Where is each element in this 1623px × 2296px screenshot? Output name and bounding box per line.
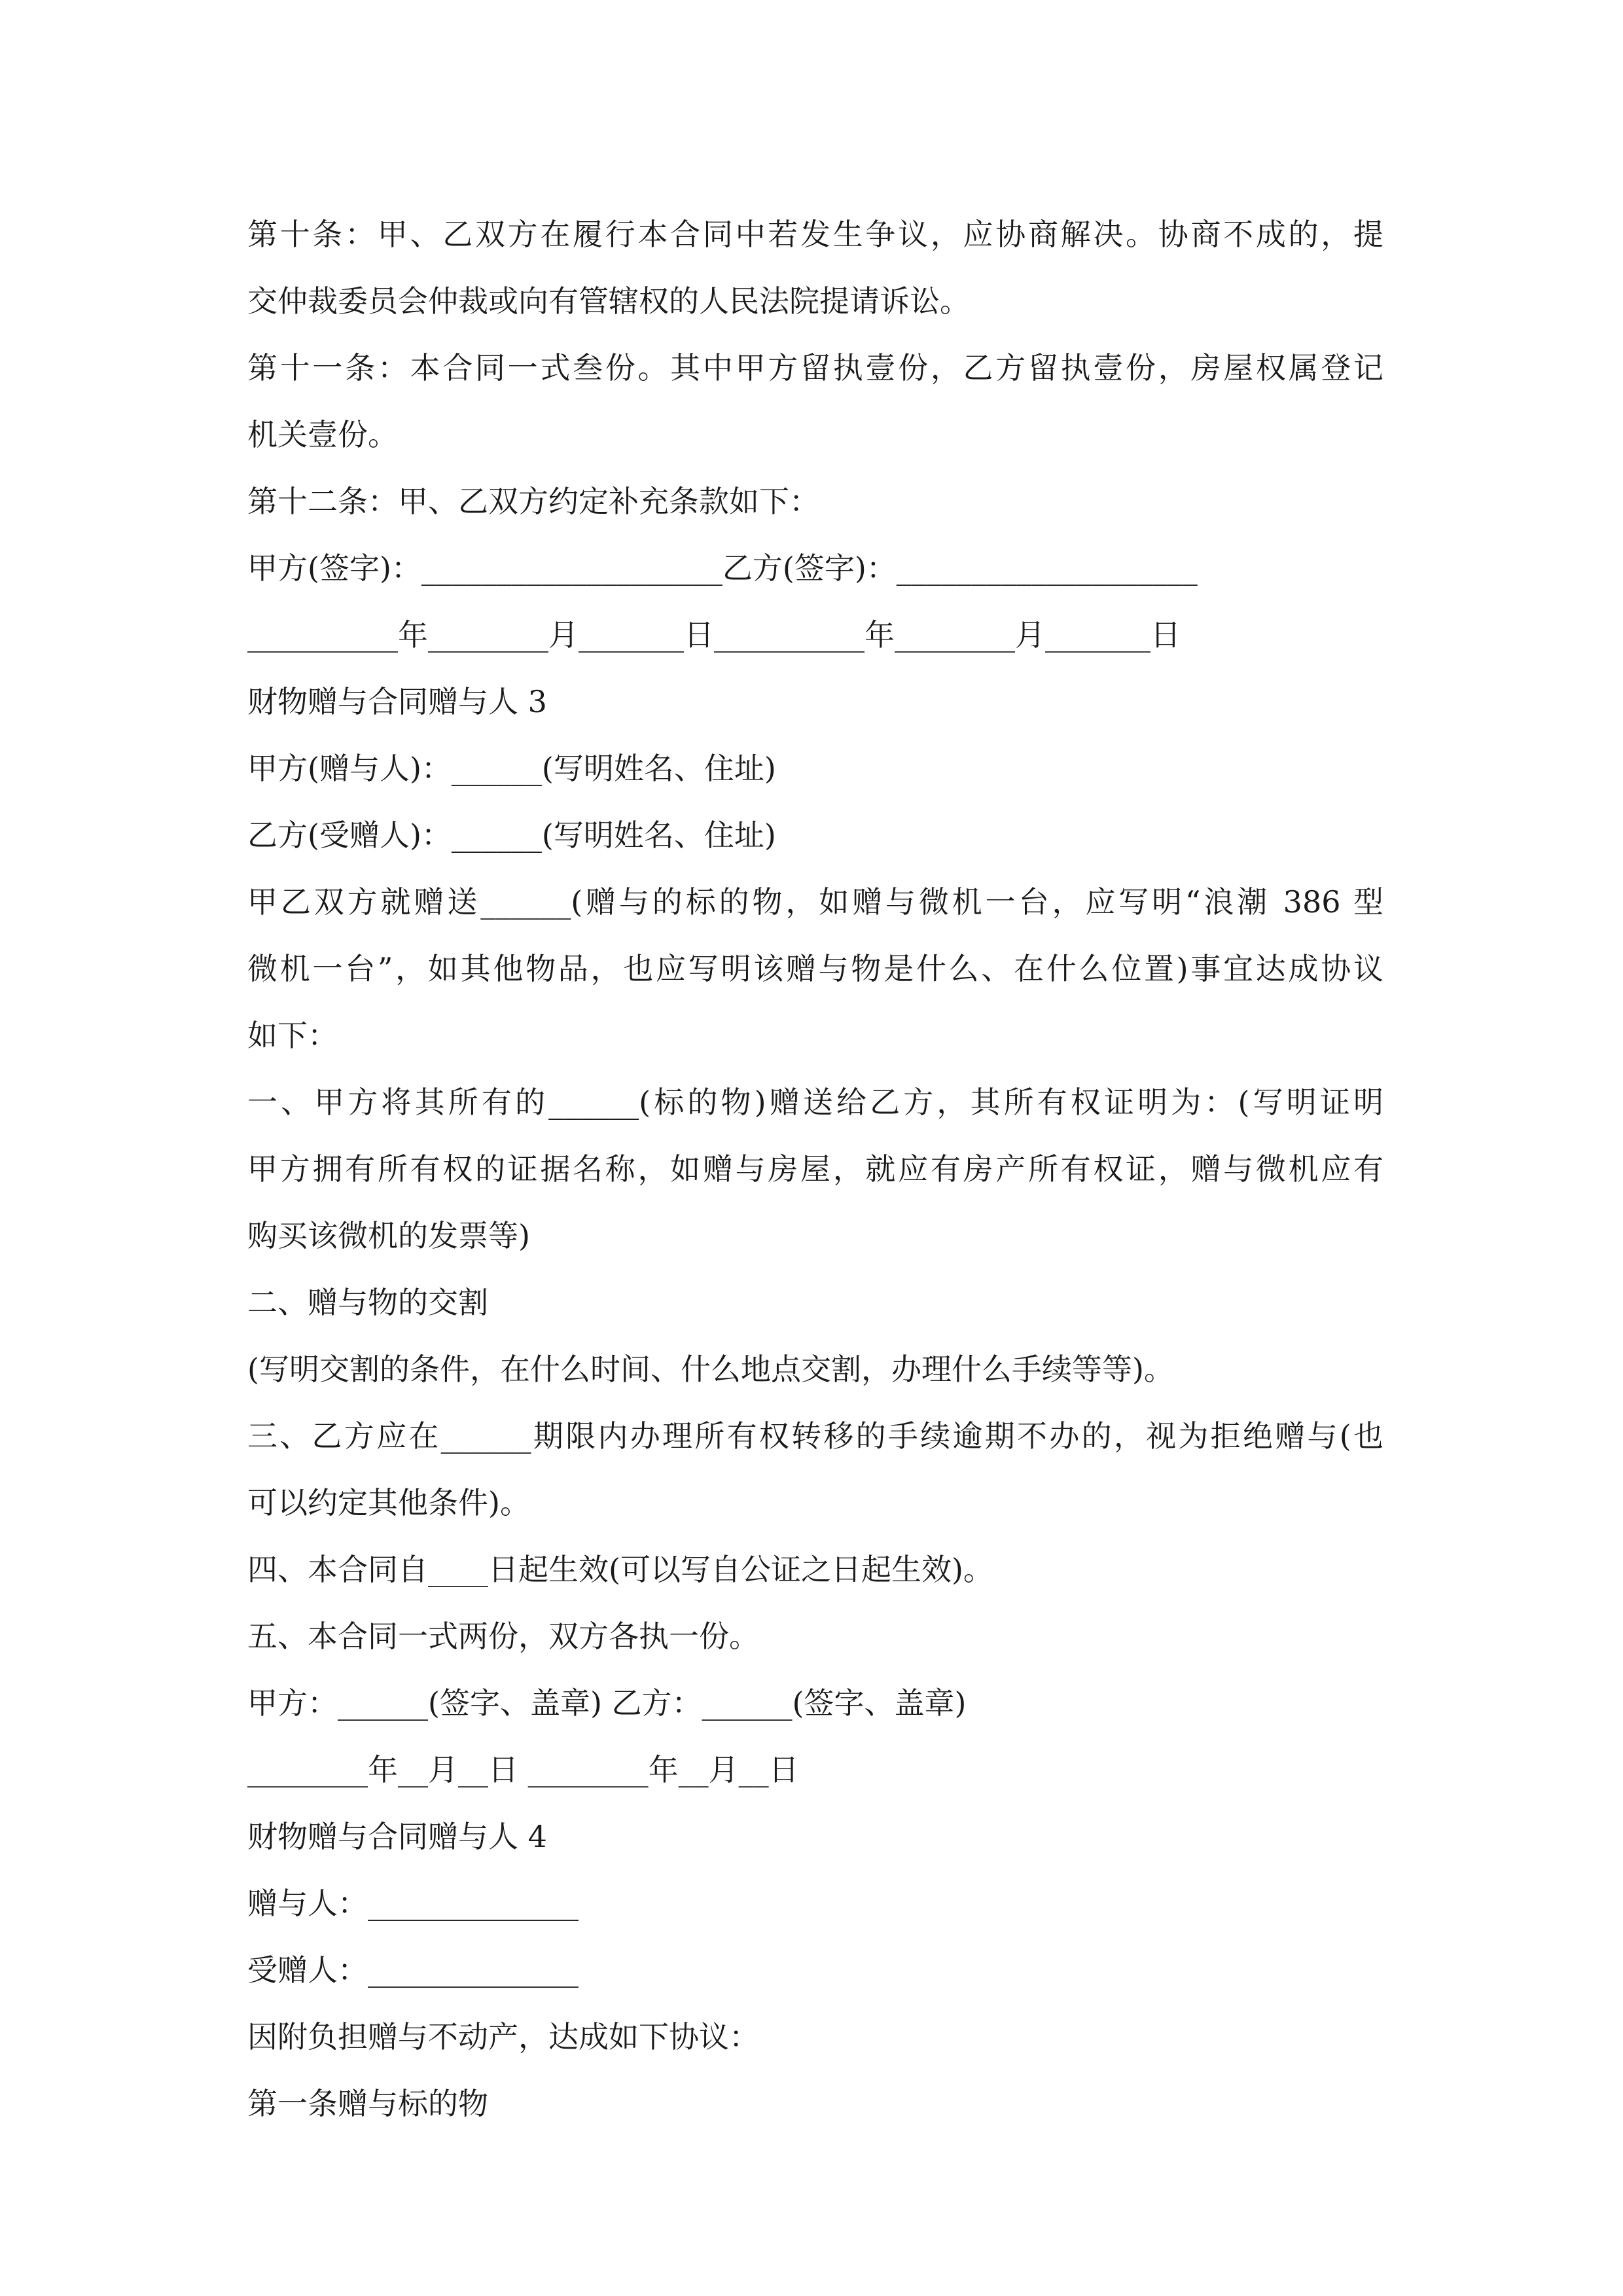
section-heading-3: 财物赠与合同赠与人 3 [247, 684, 547, 719]
signature-line-2: 甲方：______(签字、盖章) 乙方：______(签字、盖章) [247, 1685, 967, 1721]
donee-line: 受赠人：______________ [247, 1952, 579, 1988]
clause-5: 五、本合同一式两份，双方各执一份。 [247, 1619, 759, 1654]
article-11-line-2: 机关壹份。 [247, 417, 398, 452]
date-line-2: ________年__月__日 ________年__月__日 [247, 1752, 799, 1787]
agreement-statement: 因附负担赠与不动产，达成如下协议： [247, 2019, 759, 2054]
article-10-line-2: 交仲裁委员会仲裁或向有管辖权的人民法院提请诉讼。 [247, 283, 970, 319]
article-12: 第十二条：甲、乙双方约定补充条款如下： [247, 484, 819, 519]
clause-1-line-2: 甲方拥有所有权的证据名称，如赠与房屋，就应有房产所有权证，赠与微机应有 [247, 1151, 1383, 1187]
article-11-line-1: 第十一条：本合同一式叁份。其中甲方留执壹份，乙方留执壹份，房屋权属登记 [247, 350, 1383, 386]
clause-2-body: (写明交割的条件，在什么时间、什么地点交割，办理什么手续等等)。 [247, 1352, 1174, 1387]
clause-2-heading: 二、赠与物的交割 [247, 1285, 488, 1320]
agreement-intro-line-3: 如下： [247, 1018, 338, 1053]
section-heading-4: 财物赠与合同赠与人 4 [247, 1819, 547, 1854]
agreement-intro-line-2: 微机一台”，如其他物品，也应写明该赠与物是什么、在什么位置)事宜达成协议 [247, 951, 1383, 986]
clause-3-line-2: 可以约定其他条件)。 [247, 1485, 530, 1520]
clause-3-line-1: 三、乙方应在______期限内办理所有权转移的手续逾期不办的，视为拒绝赠与(也 [247, 1418, 1383, 1454]
clause-1-line-1: 一、甲方将其所有的______(标的物)赠送给乙方，其所有权证明为：(写明证明 [247, 1085, 1383, 1120]
party-b-line: 乙方(受赠人)：______(写明姓名、住址) [247, 817, 776, 853]
donor-line: 赠与人：______________ [247, 1886, 579, 1921]
signature-line: 甲方(签字)：____________________乙方(签字)：____________________ [247, 550, 1198, 586]
document-page [247, 201, 1383, 2137]
clause-1-line-3: 购买该微机的发票等) [247, 1218, 530, 1253]
agreement-intro-line-1: 甲乙双方就赠送______(赠与的标的物，如赠与微机一台，应写明“浪潮 386 型 [247, 884, 1383, 920]
date-line: __________年________月_______日__________年________月_______日 [247, 617, 1181, 653]
article-1-heading: 第一条赠与标的物 [247, 2086, 488, 2121]
clause-4: 四、本合同自____日起生效(可以写自公证之日起生效)。 [247, 1552, 993, 1587]
party-a-line: 甲方(赠与人)：______(写明姓名、住址) [247, 751, 776, 786]
article-10-line-1: 第十条：甲、乙双方在履行本合同中若发生争议，应协商解决。协商不成的，提 [247, 217, 1383, 252]
